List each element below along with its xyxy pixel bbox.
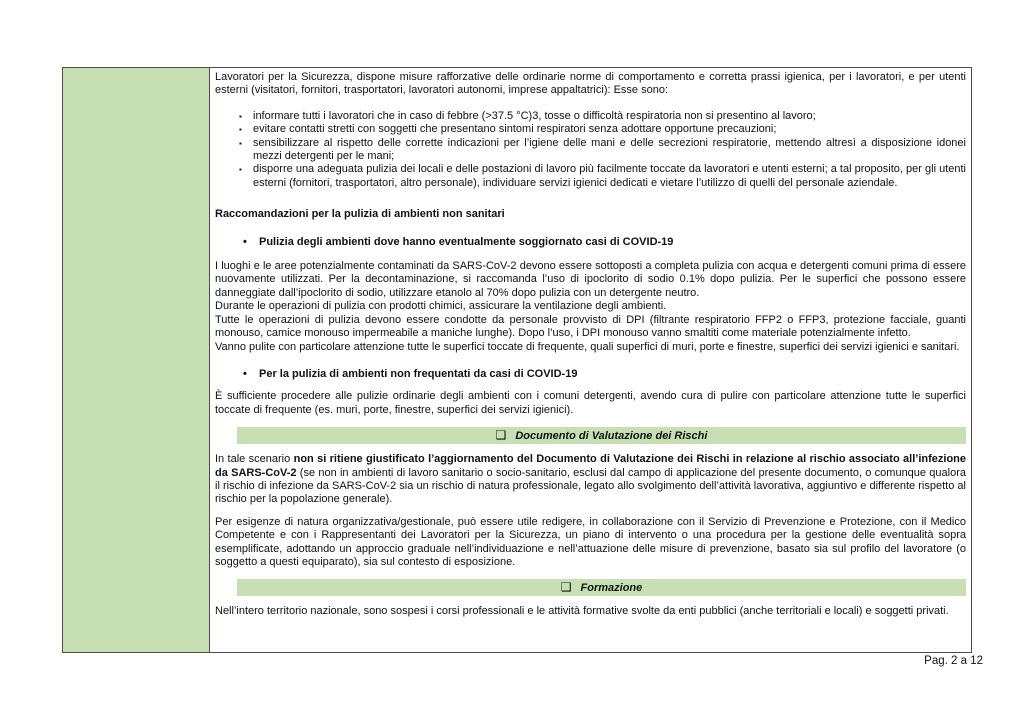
list-item-text: disporre una adeguata pulizia dei locali e delle postazioni di lavoro più facilmente toccate da lavoratori e utenti esterni; a tal proposito, per gli utenti esterni (fornitori, trasportatori, altro personale), individuare servizi igienici dedicati e vietare l’utilizzo di quelli del personale aziendale. (253, 163, 966, 189)
checkbox-icon: ❑ (560, 580, 572, 595)
paragraph: Vanno pulite con particolare attenzione tutte le superfici toccate di frequente, quali superfici di muri, porte e finestre, superfici dei servizi igienici e sanitari. (215, 340, 960, 353)
measures-list (215, 110, 966, 190)
subsection-title-cleaning-non-covid (215, 368, 966, 381)
list-item-text: sensibilizzare al rispetto delle corrette indicazioni per l’igiene delle mani e delle secrezioni respiratorie, mettendo altresì a disposizione idonei mezzi detergenti per le mani; (253, 136, 966, 163)
formazione-section-banner (237, 579, 966, 596)
category-cell-green (63, 68, 210, 652)
round-bullet-icon: • (243, 235, 247, 248)
intro-paragraph: Lavoratori per la Sicurezza, dispone misure rafforzative delle ordinarie norme di comportamento e corretta prassi igienica, per i lavoratori, e per utenti esterni (visitatori, fornitori, trasportatori, lavoratori autonomi, imprese appaltatrici): Esse sono: (215, 71, 966, 97)
list-item-text: evitare contatti stretti con soggetti che presentano sintomi respiratori senza adottare opportune precauzioni; (253, 123, 777, 136)
measures-table (62, 67, 972, 653)
paragraph: Nell’intero territorio nazionale, sono sospesi i corsi professionali e le attività formative svolte da enti pubblici (anche territoriali e locali) e soggetti privati. (215, 605, 949, 618)
paragraph: Tutte le operazioni di pulizia devono essere condotte da personale provvisto di DPI (filtrante respiratorio FFP2 o FFP3, protezione facciale, guanti monouso, camice monouso impermeabile a maniche lunghe). Dopo l’uso, i DPI monouso vanno smaltiti come materiale potenzialmente infetto. (215, 313, 966, 340)
list-item (215, 110, 966, 123)
dvr-lead-text: In tale scenario (215, 453, 294, 466)
list-item (215, 123, 966, 136)
subsection-title-text: Pulizia degli ambienti dove hanno eventualmente soggiornato casi di COVID-19 (259, 235, 674, 248)
subsection-title-text: Per la pulizia di ambienti non frequentati da casi di COVID-19 (259, 367, 578, 380)
dvr-section-banner (237, 427, 966, 444)
checkbox-icon: ❑ (495, 428, 507, 443)
paragraph: È sufficiente procedere alle pulizie ordinarie degli ambienti con i comuni detergenti, avendo cura di pulire con particolare attenzione tutte le superfici toccate di frequente (es. muri, porte, finestre, superfici dei servizi igienici). (215, 390, 966, 416)
banner-label: Documento di Valutazione dei Rischi (515, 430, 708, 443)
square-bullet-icon: ▪ (239, 165, 242, 175)
list-item (215, 137, 966, 164)
round-bullet-icon: • (243, 367, 247, 380)
dvr-paragraph (215, 453, 966, 507)
content-cell (210, 68, 971, 652)
dvr-rest-text: (se non in ambienti di lavoro sanitario o socio-sanitario, esclusi dal campo di applicazione del presente documento, o comunque qualora il rischio di infezione da SARS-CoV-2 sia un rischio di natura professionale, legato allo svolgimento dell’attività lavorativa, aggiuntivo e differente rispetto al rischio per la popolazione generale). (215, 466, 967, 506)
section-heading-cleaning: Raccomandazioni per la pulizia di ambienti non sanitari (215, 208, 505, 221)
dvr-bold-text: non si ritiene giustificato l’aggiornamento del Documento di Valutazione dei Rischi in relazione al rischio associato all’infezione da SARS-CoV-2 (215, 453, 967, 479)
paragraph: I luoghi e le aree potenzialmente contaminati da SARS-CoV-2 devono essere sottoposti a completa pulizia con acqua e detergenti comuni prima di essere nuovamente utilizzati. Per la decontaminazione, si raccomanda l’uso di ipoclorito di sodio 0.1% dopo pulizia. Per le superfici che possono essere danneggiate dall’ipoclorito di sodio, utilizzare etanolo al 70% dopo pulizia con un detergente neutro. (215, 260, 966, 299)
paragraph: Durante le operazioni di pulizia con prodotti chimici, assicurare la ventilazione degli ambienti. (215, 300, 667, 313)
banner-label: Formazione (580, 582, 643, 595)
cleaning-paragraphs (215, 260, 966, 354)
paragraph: Per esigenze di natura organizzativa/gestionale, può essere utile redigere, in collaborazione con il Servizio di Prevenzione e Protezione, con il Medico Competente e con i Rappresentanti dei Lavoratori per la Sicurezza, un piano di intervento o una procedura per la gestione delle eventualità sopra esemplificate, adottando un approccio graduale nell’individuazione e nell’attuazione delle misure di prevenzione, basato sia sul profilo del lavoratore (o soggetto a questi equiparato), sia sul contesto di esposizione. (215, 515, 966, 568)
square-bullet-icon: ▪ (239, 125, 242, 135)
page-number: Pag. 2 a 12 (924, 655, 983, 667)
square-bullet-icon: ▪ (239, 138, 242, 148)
list-item-text: informare tutti i lavoratori che in caso di febbre (>37.5 °C)3, tosse o difficoltà respiratoria non si presentino al lavoro; (253, 109, 816, 122)
subsection-title-cleaning-covid (215, 236, 966, 249)
square-bullet-icon: ▪ (239, 111, 242, 121)
list-item (215, 163, 966, 190)
